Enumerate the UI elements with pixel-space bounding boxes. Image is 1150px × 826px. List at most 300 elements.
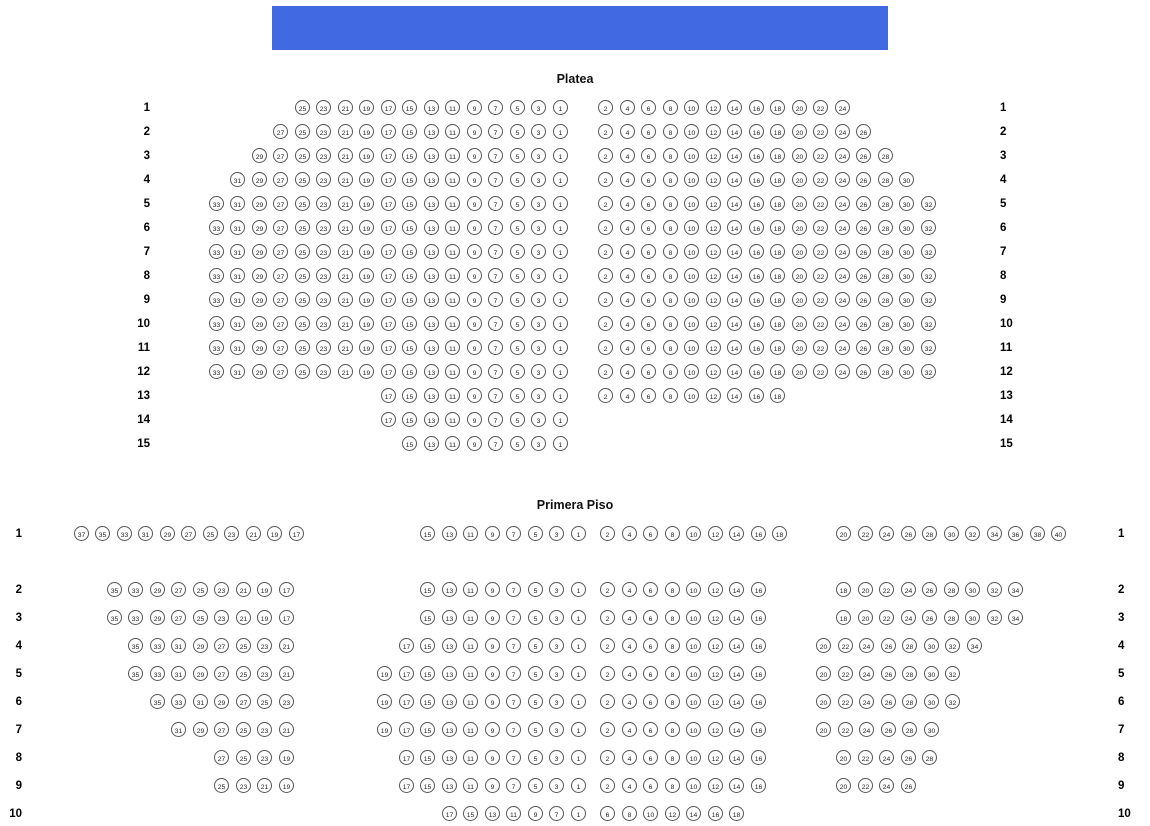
seat[interactable]: 9: [528, 806, 543, 821]
seat[interactable]: 2: [600, 582, 615, 597]
seat[interactable]: 4: [620, 292, 635, 307]
seat[interactable]: 9: [485, 750, 500, 765]
seat[interactable]: 17: [279, 582, 294, 597]
seat[interactable]: 24: [879, 526, 894, 541]
seat[interactable]: 19: [359, 268, 374, 283]
seat[interactable]: 31: [230, 220, 245, 235]
seat[interactable]: 3: [531, 196, 546, 211]
seat[interactable]: 1: [553, 220, 568, 235]
seat[interactable]: 19: [359, 100, 374, 115]
seat[interactable]: 19: [359, 364, 374, 379]
seat[interactable]: 20: [792, 100, 807, 115]
seat[interactable]: 15: [402, 100, 417, 115]
seat[interactable]: 28: [878, 292, 893, 307]
seat[interactable]: 1: [553, 340, 568, 355]
seat[interactable]: 35: [107, 610, 122, 625]
seat[interactable]: 11: [445, 388, 460, 403]
seat[interactable]: 3: [531, 268, 546, 283]
seat[interactable]: 10: [684, 316, 699, 331]
seat[interactable]: 18: [770, 148, 785, 163]
seat[interactable]: 7: [488, 340, 503, 355]
seat[interactable]: 27: [236, 694, 251, 709]
seat[interactable]: 20: [792, 316, 807, 331]
seat[interactable]: 7: [488, 292, 503, 307]
seat[interactable]: 15: [402, 316, 417, 331]
seat[interactable]: 1: [553, 172, 568, 187]
seat[interactable]: 4: [622, 778, 637, 793]
seat[interactable]: 3: [531, 364, 546, 379]
seat[interactable]: 9: [467, 340, 482, 355]
seat[interactable]: 29: [193, 666, 208, 681]
seat[interactable]: 12: [708, 582, 723, 597]
seat[interactable]: 12: [706, 172, 721, 187]
seat[interactable]: 3: [531, 100, 546, 115]
seat[interactable]: 6: [641, 196, 656, 211]
seat[interactable]: 11: [445, 172, 460, 187]
seat[interactable]: 13: [442, 750, 457, 765]
seat[interactable]: 27: [214, 638, 229, 653]
seat[interactable]: 12: [706, 196, 721, 211]
seat[interactable]: 27: [214, 666, 229, 681]
seat[interactable]: 17: [399, 638, 414, 653]
seat[interactable]: 13: [424, 172, 439, 187]
seat[interactable]: 30: [924, 722, 939, 737]
seat[interactable]: 3: [531, 220, 546, 235]
seat[interactable]: 13: [442, 778, 457, 793]
seat[interactable]: 18: [770, 172, 785, 187]
seat[interactable]: 23: [316, 244, 331, 259]
seat[interactable]: 20: [836, 750, 851, 765]
seat[interactable]: 26: [922, 582, 937, 597]
seat[interactable]: 13: [442, 722, 457, 737]
seat[interactable]: 28: [902, 666, 917, 681]
seat[interactable]: 33: [209, 244, 224, 259]
seat[interactable]: 14: [727, 244, 742, 259]
seat[interactable]: 11: [445, 100, 460, 115]
seat[interactable]: 31: [230, 172, 245, 187]
seat[interactable]: 10: [643, 806, 658, 821]
seat[interactable]: 24: [835, 148, 850, 163]
seat[interactable]: 30: [899, 196, 914, 211]
seat[interactable]: 1: [571, 778, 586, 793]
seat[interactable]: 27: [273, 148, 288, 163]
seat[interactable]: 20: [792, 292, 807, 307]
seat[interactable]: 16: [749, 124, 764, 139]
seat[interactable]: 15: [402, 268, 417, 283]
seat[interactable]: 26: [856, 316, 871, 331]
seat[interactable]: 3: [549, 610, 564, 625]
seat[interactable]: 15: [402, 292, 417, 307]
seat[interactable]: 18: [770, 124, 785, 139]
seat[interactable]: 11: [445, 436, 460, 451]
seat[interactable]: 10: [684, 148, 699, 163]
seat[interactable]: 27: [273, 316, 288, 331]
seat[interactable]: 7: [488, 412, 503, 427]
seat[interactable]: 2: [600, 722, 615, 737]
seat[interactable]: 23: [316, 172, 331, 187]
seat[interactable]: 12: [706, 316, 721, 331]
seat[interactable]: 17: [399, 694, 414, 709]
seat[interactable]: 7: [549, 806, 564, 821]
seat[interactable]: 23: [316, 340, 331, 355]
seat[interactable]: 4: [622, 610, 637, 625]
seat[interactable]: 11: [445, 220, 460, 235]
seat[interactable]: 11: [445, 244, 460, 259]
seat[interactable]: 22: [858, 750, 873, 765]
seat[interactable]: 1: [571, 750, 586, 765]
seat[interactable]: 1: [553, 244, 568, 259]
seat[interactable]: 5: [528, 610, 543, 625]
seat[interactable]: 3: [549, 778, 564, 793]
seat[interactable]: 23: [214, 610, 229, 625]
seat[interactable]: 12: [708, 750, 723, 765]
seat[interactable]: 15: [420, 638, 435, 653]
seat[interactable]: 9: [467, 412, 482, 427]
seat[interactable]: 13: [424, 436, 439, 451]
seat[interactable]: 1: [553, 388, 568, 403]
seat[interactable]: 15: [402, 148, 417, 163]
seat[interactable]: 18: [770, 388, 785, 403]
seat[interactable]: 29: [252, 316, 267, 331]
seat[interactable]: 15: [420, 778, 435, 793]
seat[interactable]: 29: [252, 244, 267, 259]
seat[interactable]: 6: [641, 172, 656, 187]
seat[interactable]: 5: [510, 316, 525, 331]
seat[interactable]: 25: [236, 750, 251, 765]
seat[interactable]: 31: [171, 638, 186, 653]
seat[interactable]: 7: [488, 316, 503, 331]
seat[interactable]: 19: [279, 778, 294, 793]
seat[interactable]: 31: [138, 526, 153, 541]
seat[interactable]: 11: [463, 750, 478, 765]
seat[interactable]: 14: [729, 750, 744, 765]
seat[interactable]: 29: [252, 172, 267, 187]
seat[interactable]: 13: [424, 220, 439, 235]
seat[interactable]: 21: [338, 244, 353, 259]
seat[interactable]: 32: [987, 582, 1002, 597]
seat[interactable]: 1: [571, 806, 586, 821]
seat[interactable]: 8: [663, 268, 678, 283]
seat[interactable]: 23: [316, 124, 331, 139]
seat[interactable]: 5: [510, 148, 525, 163]
seat[interactable]: 16: [749, 244, 764, 259]
seat[interactable]: 2: [600, 610, 615, 625]
seat[interactable]: 3: [531, 172, 546, 187]
seat[interactable]: 7: [506, 722, 521, 737]
seat[interactable]: 17: [381, 196, 396, 211]
seat[interactable]: 27: [214, 750, 229, 765]
seat[interactable]: 19: [359, 124, 374, 139]
seat[interactable]: 9: [485, 778, 500, 793]
seat[interactable]: 6: [641, 268, 656, 283]
seat[interactable]: 15: [402, 172, 417, 187]
seat[interactable]: 28: [878, 196, 893, 211]
seat[interactable]: 6: [643, 778, 658, 793]
seat[interactable]: 24: [859, 638, 874, 653]
seat[interactable]: 28: [878, 316, 893, 331]
seat[interactable]: 14: [729, 694, 744, 709]
seat[interactable]: 25: [193, 582, 208, 597]
seat[interactable]: 6: [643, 694, 658, 709]
seat[interactable]: 31: [230, 268, 245, 283]
seat[interactable]: 17: [381, 220, 396, 235]
seat[interactable]: 5: [510, 244, 525, 259]
seat[interactable]: 24: [835, 316, 850, 331]
seat[interactable]: 14: [729, 582, 744, 597]
seat[interactable]: 13: [442, 582, 457, 597]
seat[interactable]: 10: [686, 638, 701, 653]
seat[interactable]: 24: [835, 292, 850, 307]
seat[interactable]: 34: [1008, 582, 1023, 597]
seat[interactable]: 6: [643, 722, 658, 737]
seat[interactable]: 7: [506, 638, 521, 653]
seat[interactable]: 30: [924, 694, 939, 709]
seat[interactable]: 10: [686, 610, 701, 625]
seat[interactable]: 21: [236, 610, 251, 625]
seat[interactable]: 33: [209, 196, 224, 211]
seat[interactable]: 18: [836, 582, 851, 597]
seat[interactable]: 21: [279, 722, 294, 737]
seat[interactable]: 11: [445, 292, 460, 307]
seat[interactable]: 32: [921, 220, 936, 235]
seat[interactable]: 10: [684, 244, 699, 259]
seat[interactable]: 6: [643, 610, 658, 625]
seat[interactable]: 33: [209, 268, 224, 283]
seat[interactable]: 21: [257, 778, 272, 793]
seat[interactable]: 6: [643, 582, 658, 597]
seat[interactable]: 22: [813, 340, 828, 355]
seat[interactable]: 13: [424, 196, 439, 211]
seat[interactable]: 8: [663, 172, 678, 187]
seat[interactable]: 20: [836, 778, 851, 793]
seat[interactable]: 26: [901, 778, 916, 793]
seat[interactable]: 8: [665, 638, 680, 653]
seat[interactable]: 6: [600, 806, 615, 821]
seat[interactable]: 10: [686, 750, 701, 765]
seat[interactable]: 25: [295, 316, 310, 331]
seat[interactable]: 23: [316, 196, 331, 211]
seat[interactable]: 20: [792, 244, 807, 259]
seat[interactable]: 7: [506, 694, 521, 709]
seat[interactable]: 21: [279, 666, 294, 681]
seat[interactable]: 21: [338, 316, 353, 331]
seat[interactable]: 25: [295, 244, 310, 259]
seat[interactable]: 18: [770, 340, 785, 355]
seat[interactable]: 14: [727, 124, 742, 139]
seat[interactable]: 26: [856, 124, 871, 139]
seat[interactable]: 35: [107, 582, 122, 597]
seat[interactable]: 21: [338, 172, 353, 187]
seat[interactable]: 32: [987, 610, 1002, 625]
seat[interactable]: 12: [706, 364, 721, 379]
seat[interactable]: 18: [770, 364, 785, 379]
seat[interactable]: 19: [359, 340, 374, 355]
seat[interactable]: 8: [663, 244, 678, 259]
seat[interactable]: 1: [571, 582, 586, 597]
seat[interactable]: 29: [214, 694, 229, 709]
seat[interactable]: 1: [571, 666, 586, 681]
seat[interactable]: 26: [881, 666, 896, 681]
seat[interactable]: 5: [528, 694, 543, 709]
seat[interactable]: 17: [381, 148, 396, 163]
seat[interactable]: 28: [902, 694, 917, 709]
seat[interactable]: 15: [402, 196, 417, 211]
seat[interactable]: 19: [267, 526, 282, 541]
seat[interactable]: 21: [338, 340, 353, 355]
seat[interactable]: 12: [706, 244, 721, 259]
seat[interactable]: 24: [879, 750, 894, 765]
seat[interactable]: 35: [150, 694, 165, 709]
seat[interactable]: 6: [641, 124, 656, 139]
seat[interactable]: 20: [792, 196, 807, 211]
seat[interactable]: 11: [463, 694, 478, 709]
seat[interactable]: 16: [751, 526, 766, 541]
seat[interactable]: 13: [424, 412, 439, 427]
seat[interactable]: 11: [463, 638, 478, 653]
seat[interactable]: 31: [171, 666, 186, 681]
seat[interactable]: 27: [273, 292, 288, 307]
seat[interactable]: 8: [663, 292, 678, 307]
seat[interactable]: 25: [236, 722, 251, 737]
seat[interactable]: 36: [1008, 526, 1023, 541]
seat[interactable]: 31: [230, 292, 245, 307]
seat[interactable]: 32: [921, 268, 936, 283]
seat[interactable]: 1: [553, 364, 568, 379]
seat[interactable]: 18: [770, 100, 785, 115]
seat[interactable]: 31: [230, 340, 245, 355]
seat[interactable]: 16: [751, 750, 766, 765]
seat[interactable]: 28: [922, 526, 937, 541]
seat[interactable]: 29: [160, 526, 175, 541]
seat[interactable]: 13: [424, 292, 439, 307]
seat[interactable]: 15: [463, 806, 478, 821]
seat[interactable]: 2: [600, 526, 615, 541]
seat[interactable]: 6: [641, 244, 656, 259]
seat[interactable]: 4: [620, 244, 635, 259]
seat[interactable]: 8: [663, 124, 678, 139]
seat[interactable]: 12: [706, 292, 721, 307]
seat[interactable]: 23: [279, 694, 294, 709]
seat[interactable]: 2: [598, 316, 613, 331]
seat[interactable]: 25: [295, 268, 310, 283]
seat[interactable]: 17: [442, 806, 457, 821]
seat[interactable]: 10: [684, 100, 699, 115]
seat[interactable]: 4: [622, 582, 637, 597]
seat[interactable]: 20: [858, 610, 873, 625]
seat[interactable]: 3: [549, 582, 564, 597]
seat[interactable]: 9: [467, 388, 482, 403]
seat[interactable]: 21: [338, 292, 353, 307]
seat[interactable]: 26: [901, 526, 916, 541]
seat[interactable]: 25: [295, 148, 310, 163]
seat[interactable]: 15: [402, 124, 417, 139]
seat[interactable]: 22: [813, 172, 828, 187]
seat[interactable]: 24: [835, 172, 850, 187]
seat[interactable]: 26: [881, 694, 896, 709]
seat[interactable]: 5: [528, 722, 543, 737]
seat[interactable]: 33: [209, 340, 224, 355]
seat[interactable]: 16: [751, 582, 766, 597]
seat[interactable]: 5: [510, 364, 525, 379]
seat[interactable]: 27: [273, 364, 288, 379]
seat[interactable]: 2: [598, 124, 613, 139]
seat[interactable]: 27: [273, 268, 288, 283]
seat[interactable]: 27: [171, 582, 186, 597]
seat[interactable]: 19: [359, 196, 374, 211]
seat[interactable]: 14: [727, 364, 742, 379]
seat[interactable]: 23: [316, 316, 331, 331]
seat[interactable]: 8: [663, 220, 678, 235]
seat[interactable]: 1: [553, 196, 568, 211]
seat[interactable]: 4: [622, 750, 637, 765]
seat[interactable]: 24: [859, 694, 874, 709]
seat[interactable]: 27: [273, 124, 288, 139]
seat[interactable]: 17: [381, 316, 396, 331]
seat[interactable]: 26: [856, 364, 871, 379]
seat[interactable]: 18: [772, 526, 787, 541]
seat[interactable]: 28: [878, 268, 893, 283]
seat[interactable]: 31: [171, 722, 186, 737]
seat[interactable]: 7: [488, 124, 503, 139]
seat[interactable]: 6: [641, 148, 656, 163]
seat[interactable]: 6: [641, 388, 656, 403]
seat[interactable]: 2: [600, 778, 615, 793]
seat[interactable]: 32: [921, 364, 936, 379]
seat[interactable]: 14: [729, 638, 744, 653]
seat[interactable]: 1: [553, 292, 568, 307]
seat[interactable]: 2: [598, 292, 613, 307]
seat[interactable]: 20: [792, 172, 807, 187]
seat[interactable]: 12: [706, 148, 721, 163]
seat[interactable]: 20: [858, 582, 873, 597]
seat[interactable]: 8: [622, 806, 637, 821]
seat[interactable]: 28: [902, 722, 917, 737]
seat[interactable]: 15: [420, 750, 435, 765]
seat[interactable]: 32: [945, 694, 960, 709]
seat[interactable]: 3: [549, 694, 564, 709]
seat[interactable]: 13: [424, 148, 439, 163]
seat[interactable]: 35: [95, 526, 110, 541]
seat[interactable]: 17: [381, 268, 396, 283]
seat[interactable]: 7: [488, 196, 503, 211]
seat[interactable]: 5: [510, 292, 525, 307]
seat[interactable]: 8: [663, 196, 678, 211]
seat[interactable]: 7: [488, 100, 503, 115]
seat[interactable]: 4: [620, 340, 635, 355]
seat[interactable]: 27: [181, 526, 196, 541]
seat[interactable]: 24: [835, 364, 850, 379]
seat[interactable]: 32: [945, 666, 960, 681]
seat[interactable]: 14: [727, 220, 742, 235]
seat[interactable]: 30: [899, 220, 914, 235]
seat[interactable]: 20: [816, 722, 831, 737]
seat[interactable]: 10: [686, 526, 701, 541]
seat[interactable]: 9: [467, 292, 482, 307]
seat[interactable]: 30: [899, 316, 914, 331]
seat[interactable]: 13: [424, 388, 439, 403]
seat[interactable]: 15: [402, 340, 417, 355]
seat[interactable]: 1: [571, 638, 586, 653]
seat[interactable]: 7: [488, 364, 503, 379]
seat[interactable]: 1: [553, 316, 568, 331]
seat[interactable]: 2: [598, 100, 613, 115]
seat[interactable]: 25: [203, 526, 218, 541]
seat[interactable]: 23: [257, 722, 272, 737]
seat[interactable]: 11: [463, 582, 478, 597]
seat[interactable]: 22: [813, 316, 828, 331]
seat[interactable]: 7: [506, 526, 521, 541]
seat[interactable]: 12: [708, 694, 723, 709]
